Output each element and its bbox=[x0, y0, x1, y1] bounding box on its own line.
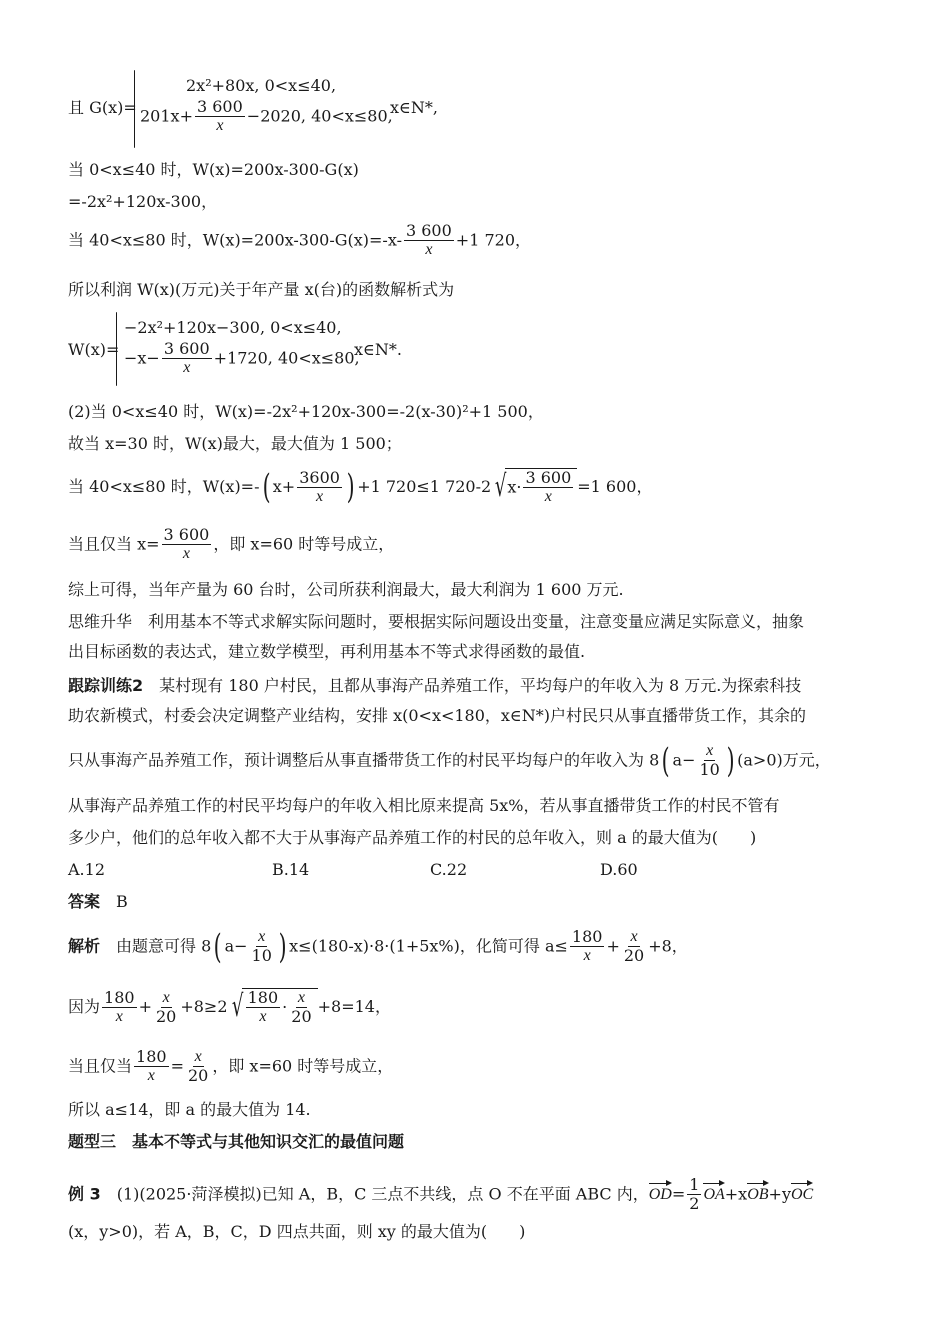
solution-line-4: 所以 a≤14，即 a 的最大值为 14. bbox=[68, 1100, 311, 1119]
thinking-line-1: 思维升华 利用基本不等式求解实际问题时，要根据实际问题设出变量，注意变量应满足实际意义，抽象 bbox=[68, 612, 805, 631]
fraction: $\frac{3 600}{x}$ bbox=[525, 468, 572, 506]
g-case-2: 201x+ $\frac{3 600}{x}$ −2020, 40<x≤80, bbox=[140, 97, 393, 135]
training-line-5: 多少户，他们的总年收入都不大于从事海产品养殖工作的村民的总年收入，则 a 的最大值为( ) bbox=[68, 828, 757, 847]
sqrt-symbol: √ bbox=[495, 469, 507, 505]
radicand: x· $\frac{3 600}{x}$ bbox=[505, 468, 577, 507]
g-prefix: 且 G(x)= bbox=[68, 98, 137, 117]
fraction: $\frac{3600}{x}$ bbox=[299, 467, 340, 505]
text-line: =-2x²+120x-300， bbox=[68, 192, 218, 211]
example-label: 例 3 bbox=[68, 1184, 101, 1204]
option-a[interactable]: A.12 bbox=[68, 860, 105, 879]
option-b[interactable]: B.14 bbox=[272, 860, 310, 879]
fraction: $\frac{1}{2}$ bbox=[689, 1175, 700, 1214]
section-heading: 题型三 基本不等式与其他知识交汇的最值问题 bbox=[68, 1132, 405, 1151]
training-line-2: 助农新模式，村委会决定调整产业结构，安排 x(0<x<180，x∈N*)户村民只从事直播带货工作，其余的 bbox=[68, 706, 807, 725]
vector-oc: OC bbox=[790, 1186, 814, 1204]
fraction: $\frac{3 600}{x}$ bbox=[163, 525, 210, 563]
answer-label: 答案 bbox=[68, 892, 101, 911]
fraction: $\frac{3 600}{x}$ bbox=[196, 97, 243, 135]
text-line: 当且仅当 x= $\frac{3 600}{x}$ ，即 x=60 时等号成立， bbox=[68, 525, 395, 563]
training-label: 跟踪训练2 bbox=[68, 676, 144, 695]
radicand: $\frac{180}{x}$ · $\frac{x}{20}$ bbox=[242, 988, 318, 1027]
fraction: $\frac{x}{10}$ bbox=[251, 928, 272, 966]
fraction: $\frac{x}{20}$ bbox=[155, 988, 177, 1026]
training-line-4: 从事海产品养殖工作的村民平均每户的年收入相比原来提高 5x%，若从事直播带货工作的村民不管有 bbox=[68, 796, 780, 815]
answer-line bbox=[68, 892, 128, 911]
text-line: 当 0<x≤40 时，W(x)=200x-300-G(x) bbox=[68, 160, 359, 179]
fraction: $\frac{180}{x}$ bbox=[136, 1047, 167, 1085]
text-line: (2)当 0<x≤40 时，W(x)=-2x²+120x-300=-2(x-30)²+1 500， bbox=[68, 402, 544, 421]
text-line: 当 40<x≤80 时，W(x)=-( x+ $\frac{3600}{x}$ ) +1 720≤1 720-2 √x· $\frac{3 600}{x}$ =1 600， bbox=[68, 467, 653, 508]
w-domain: x∈N*. bbox=[354, 340, 402, 359]
fraction: $\frac{180}{x}$ bbox=[104, 987, 135, 1025]
solution-line-1: 解析 由题意可得 8( a− $\frac{x}{10}$ ) x≤(180-x)·8·(1+5x%)，化简可得 a≤ $\frac{180}{x}$ + $\frac{x}{20}$ +8， bbox=[68, 926, 688, 967]
fraction: $\frac{x}{20}$ bbox=[187, 1048, 209, 1086]
vector-od: OD bbox=[648, 1186, 672, 1204]
text-line: 故当 x=30 时，W(x)最大，最大值为 1 500； bbox=[68, 434, 402, 453]
solution-line-3: 当且仅当 $\frac{180}{x}$ = $\frac{x}{20}$ ，即 x=60 时等号成立， bbox=[68, 1047, 394, 1086]
g-case-1: 2x²+80x, 0<x≤40, bbox=[186, 76, 337, 95]
fraction: $\frac{x}{20}$ bbox=[623, 928, 645, 966]
fraction: $\frac{180}{x}$ bbox=[247, 988, 279, 1026]
fraction: $\frac{180}{x}$ bbox=[571, 927, 603, 965]
fraction: $\frac{3 600}{x}$ bbox=[163, 339, 210, 377]
solution-line-2: 因为 $\frac{180}{x}$ + $\frac{x}{20}$ +8≥2 √ $\frac{180}{x}$ · $\frac{x}{20}$ +8=14， bbox=[68, 987, 391, 1027]
solution-label: 解析 bbox=[68, 936, 101, 956]
fraction: $\frac{x}{20}$ bbox=[291, 989, 312, 1027]
text-line: 综上可得，当年产量为 60 台时，公司所获利润最大，最大利润为 1 600 万元. bbox=[68, 580, 624, 599]
sqrt-symbol: √ bbox=[231, 989, 243, 1025]
g-domain: x∈N*, bbox=[390, 98, 438, 117]
training-line-1: 跟踪训练2 某村现有 180 户村民，且都从事海产品养殖工作，平均每户的年收入为 8 万元.为探索科技 bbox=[68, 676, 802, 695]
option-d[interactable]: D.60 bbox=[600, 860, 638, 879]
answer-value: B bbox=[116, 892, 128, 911]
thinking-line-2: 出目标函数的表达式，建立数学模型，再利用基本不等式求得函数的最值. bbox=[68, 642, 586, 661]
text-line: 所以利润 W(x)(万元)关于年产量 x(台)的函数解析式为 bbox=[68, 280, 455, 299]
w-case-2: −x− $\frac{3 600}{x}$ +1720, 40<x≤80, bbox=[124, 339, 360, 377]
fraction: $\frac{3 600}{x}$ bbox=[405, 221, 452, 259]
vector-oa: OA bbox=[703, 1186, 725, 1204]
w-case-1: −2x²+120x−300, 0<x≤40, bbox=[124, 318, 342, 337]
vector-ob: OB bbox=[747, 1186, 769, 1204]
text-line: 当 40<x≤80 时，W(x)=200x-300-G(x)=-x- $\frac{3 600}{x}$ +1 720， bbox=[68, 221, 532, 259]
example-3-line-2: (x，y>0)，若 A，B，C，D 四点共面，则 xy 的最大值为( ) bbox=[68, 1222, 526, 1241]
fraction: $\frac{x}{10}$ bbox=[699, 742, 720, 780]
training-line-3: 只从事海产品养殖工作，预计调整后从事直播带货工作的村民平均每户的年收入为 8( a− $\frac{x}{10}$ ) (a>0)万元， bbox=[68, 740, 831, 781]
w-prefix: W(x)= bbox=[68, 340, 120, 359]
w-brace bbox=[116, 312, 117, 386]
g-brace bbox=[134, 70, 135, 148]
example-3-line-1: 例 3 (1)(2025·菏泽模拟)已知 A，B，C 三点不共线，点 O 不在平面 ABC 内，OD= $\frac{1}{2}$ OA+xOB+yOC bbox=[68, 1175, 814, 1214]
option-c[interactable]: C.22 bbox=[430, 860, 468, 879]
